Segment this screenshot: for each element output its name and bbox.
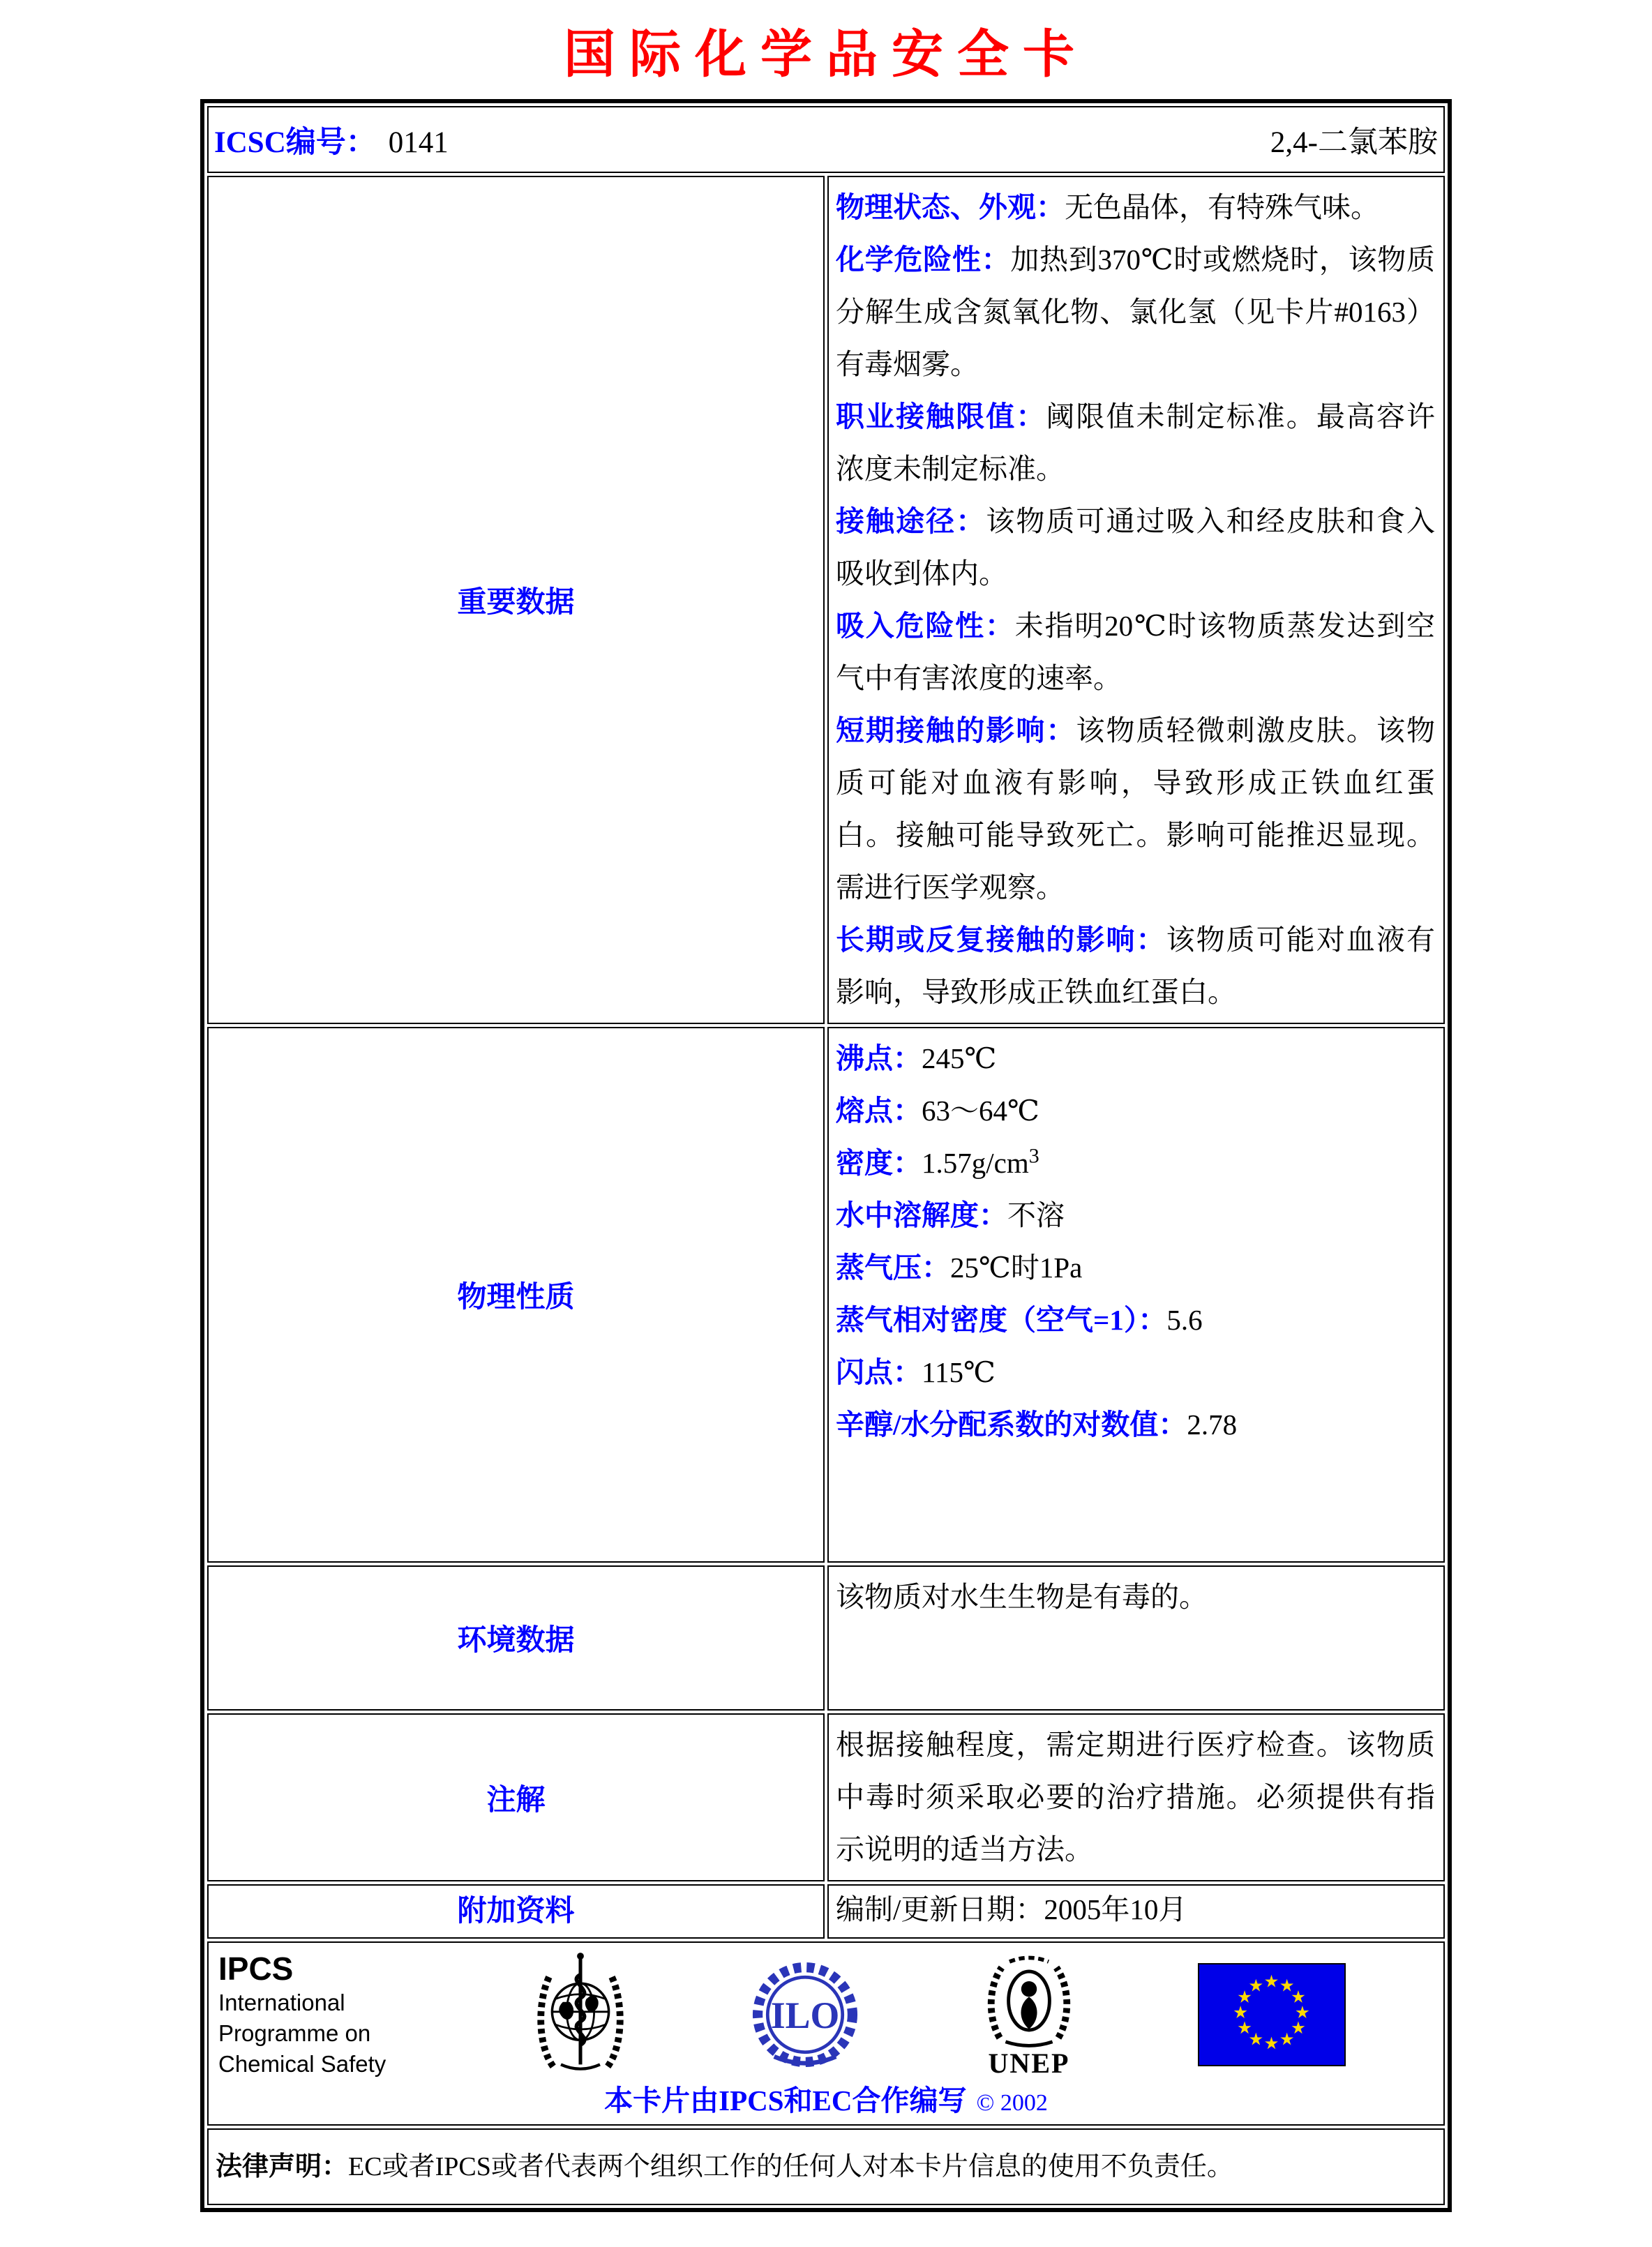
ilo-letters: ILO (770, 1994, 840, 2036)
field-label: 蒸气压： (836, 1252, 950, 1284)
icsc-number-label: ICSC编号： (214, 126, 376, 159)
important-item (836, 705, 1435, 914)
icsc-number-value: 0141 (388, 126, 449, 159)
field-label: 吸入危险性： (836, 610, 1015, 642)
who-logo-icon (531, 1951, 630, 2078)
footer-logos-row (207, 1941, 1445, 2126)
section-content-additional-info (827, 1884, 1445, 1939)
field-value: 1.57g/cm (922, 1147, 1029, 1179)
field-value: 未指明20℃时该物质蒸发达到空气中有害浓度的速率。 (836, 610, 1435, 694)
ilo-logo-icon (750, 1960, 860, 2070)
important-item (836, 391, 1435, 495)
cooperation-caption (209, 2084, 1443, 2120)
physical-item (836, 1032, 1435, 1085)
legal-label: 法律声明： (216, 2152, 349, 2181)
section-label-notes: 注解 (207, 1713, 825, 1881)
field-value: 5.6 (1166, 1304, 1203, 1336)
field-label: 闪点： (836, 1356, 922, 1388)
icsc-table (204, 103, 1448, 2208)
section-label-additional-info: 附加资料 (207, 1884, 825, 1939)
additional-info-text: 编制/更新日期：2005年10月 (836, 1893, 1187, 1925)
section-content-physical-properties (827, 1027, 1445, 1563)
physical-item (836, 1189, 1435, 1242)
important-item (836, 600, 1435, 705)
physical-item (836, 1242, 1435, 1294)
physical-item (836, 1137, 1435, 1189)
section-content-important-data (827, 176, 1445, 1024)
field-label: 水中溶解度： (836, 1199, 1007, 1231)
field-label: 蒸气相对密度（空气=1）： (836, 1304, 1167, 1336)
ipcs-line3: Chemical Safety (218, 2051, 386, 2077)
density-superscript: 3 (1028, 1144, 1039, 1168)
field-value: 2.78 (1187, 1408, 1238, 1441)
ipcs-line2: Programme on (218, 2020, 371, 2046)
ipcs-acronym: IPCS (218, 1951, 294, 1987)
legal-text: EC或者IPCS或者代表两个组织工作的任何人对本卡片信息的使用不负责任。 (348, 2152, 1233, 2181)
field-label: 化学危险性： (836, 243, 1011, 276)
section-content-notes (827, 1713, 1445, 1881)
ipcs-line1: International (218, 1990, 345, 2015)
field-value: 该物质可能对血液有影响，导致形成正铁血红蛋白。 (836, 924, 1435, 1008)
icsc-number-group (214, 119, 449, 161)
important-item (836, 181, 1435, 234)
copyright-text: © 2002 (976, 2090, 1048, 2116)
field-value: 该物质轻微刺激皮肤。该物质可能对血液有影响，导致形成正铁血红蛋白。接触可能导致死亡。影响可能推迟显现。需进行医学观察。 (836, 714, 1435, 903)
section-content-environmental-data (827, 1565, 1445, 1711)
field-value: 25℃时1Pa (950, 1252, 1083, 1284)
page-title: 国际化学品安全卡 (564, 27, 1088, 84)
physical-item (836, 1085, 1435, 1137)
field-label: 接触途径： (836, 505, 986, 537)
physical-item (836, 1346, 1435, 1399)
field-label: 长期或反复接触的影响： (836, 924, 1166, 956)
field-value: 63～64℃ (922, 1095, 1039, 1127)
field-value: 245℃ (922, 1042, 997, 1074)
field-label: 职业接触限值： (836, 400, 1046, 433)
physical-item (836, 1399, 1435, 1451)
eu-flag-icon (1198, 1963, 1346, 2066)
chemical-name: 2,4-二氯苯胺 (1270, 126, 1438, 159)
field-value: 加热到370℃时或燃烧时，该物质分解生成含氮氧化物、氯化氢（见卡片#0163）有毒烟雾。 (836, 243, 1435, 380)
field-label: 短期接触的影响： (836, 714, 1076, 746)
section-label-physical-properties: 物理性质 (207, 1027, 825, 1563)
unep-letters: UNEP (988, 2047, 1070, 2079)
unep-logo-icon (980, 1952, 1078, 2077)
header-row (207, 106, 1445, 173)
icsc-card (200, 99, 1452, 2212)
important-item (836, 914, 1435, 1019)
field-value: 不溶 (1007, 1199, 1065, 1231)
field-value: 无色晶体，有特殊气味。 (1065, 191, 1379, 223)
notes-text: 根据接触程度，需定期进行医疗检查。该物质中毒时须采取必要的治疗措施。必须提供有指示说明的适当方法。 (836, 1729, 1435, 1865)
physical-item (836, 1294, 1435, 1346)
environmental-text: 该物质对水生生物是有毒的。 (836, 1581, 1208, 1613)
field-value: 阈限值未制定标准。最高容许浓度未制定标准。 (836, 400, 1436, 485)
important-item (836, 495, 1435, 600)
field-label: 密度： (836, 1147, 922, 1179)
important-item (836, 234, 1435, 391)
field-label: 沸点： (836, 1042, 922, 1074)
caption-text: 本卡片由IPCS和EC合作编写 (604, 2084, 967, 2117)
field-value: 115℃ (922, 1356, 996, 1388)
section-label-environmental-data: 环境数据 (207, 1565, 825, 1711)
field-value: 该物质可通过吸入和经皮肤和食入吸收到体内。 (836, 505, 1436, 589)
field-label: 熔点： (836, 1095, 922, 1127)
field-label: 辛醇/水分配系数的对数值： (836, 1408, 1187, 1441)
field-label: 物理状态、外观： (836, 191, 1065, 223)
section-label-important-data: 重要数据 (207, 176, 825, 1024)
legal-row (207, 2128, 1445, 2205)
ipcs-text-block (218, 1950, 411, 2080)
